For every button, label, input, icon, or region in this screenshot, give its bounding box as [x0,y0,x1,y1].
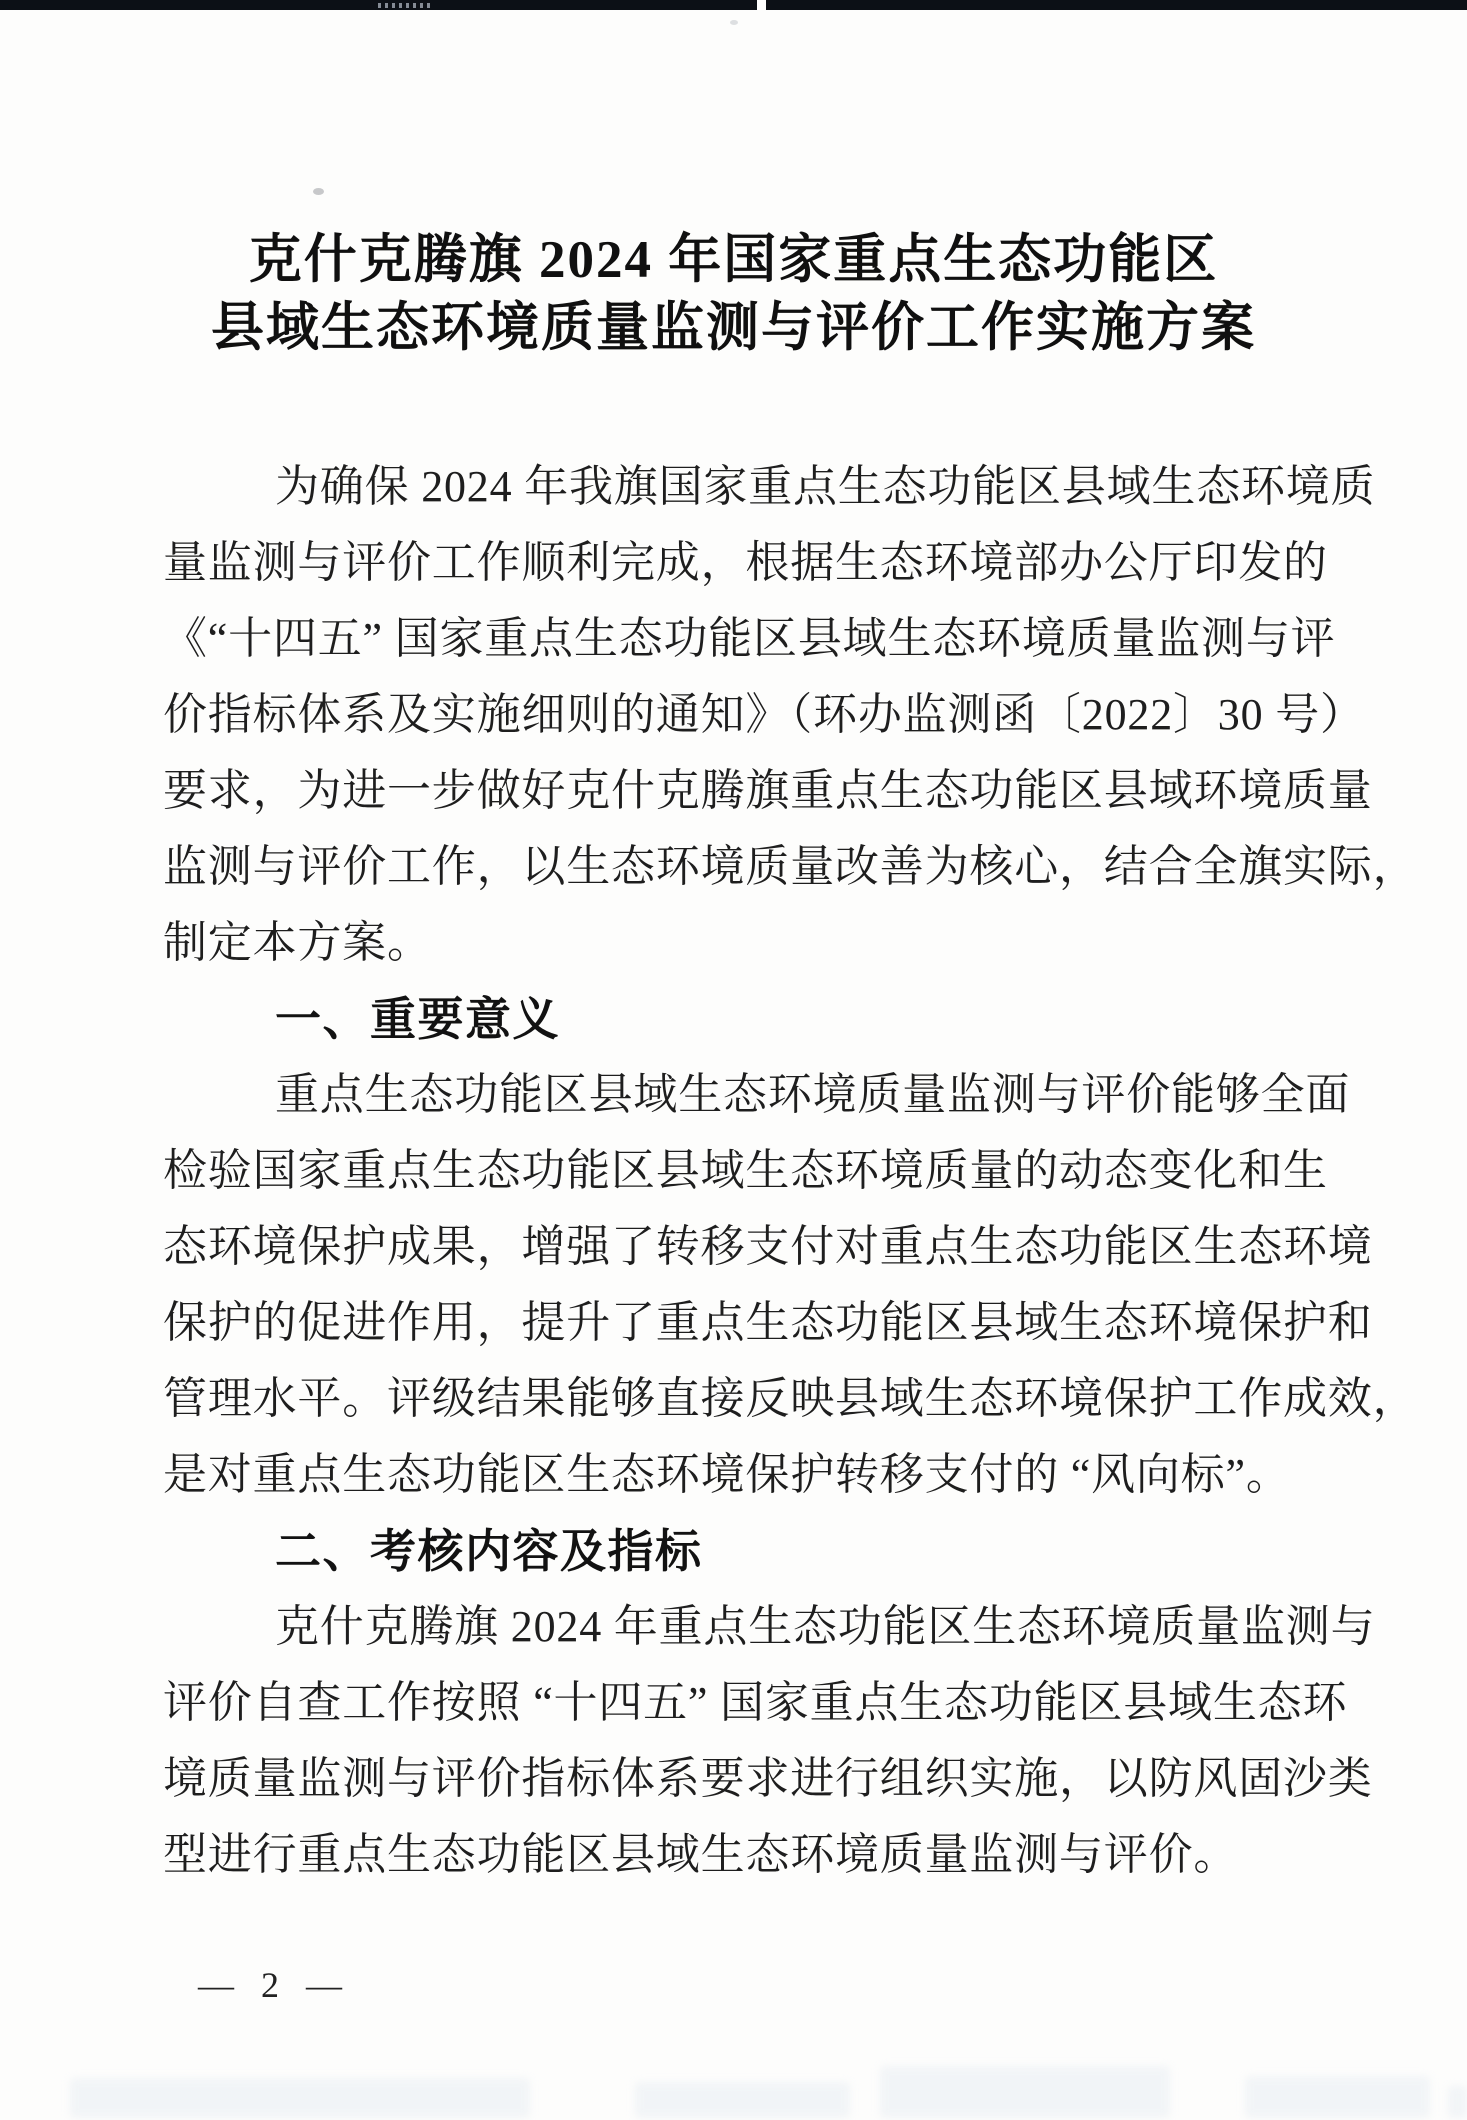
body-line: 要求，为进一步做好克什克腾旗重点生态功能区县域环境质量 [163,766,1373,815]
scan-artifact-squiggle [378,3,432,8]
body-line: 检验国家重点生态功能区县域生态环境质量的动态变化和生 [163,1146,1328,1195]
body-line: 境质量监测与评价指标体系要求进行组织实施，以防风固沙类 [163,1754,1373,1803]
document-title-line-2: 县域生态环境质量监测与评价工作实施方案 [211,299,1256,357]
scan-bleed-through [880,2066,1170,2118]
body-line: 克什克腾旗 2024 年重点生态功能区生态环境质量监测与 [275,1602,1376,1651]
body-line: 《“十四五” 国家重点生态功能区县域生态环境质量监测与评 [163,614,1336,663]
body-line: 监测与评价工作，以生态环境质量改善为核心，结合全旗实际， [163,842,1418,891]
body-line: 保护的促进作用，提升了重点生态功能区县域生态环境保护和 [163,1298,1373,1347]
body-line: 制定本方案。 [163,918,432,967]
body-line: 量监测与评价工作顺利完成，根据生态环境部办公厅印发的 [163,538,1328,587]
body-line: 管理水平。评级结果能够直接反映县域生态环境保护工作成效， [163,1374,1418,1423]
scan-artifact-top-band [0,0,1467,10]
section-heading-assessment: 二、考核内容及指标 [275,1525,703,1577]
scan-bleed-through [70,2078,530,2118]
body-line: 态环境保护成果，增强了转移支付对重点生态功能区生态环境 [163,1222,1373,1271]
scan-noise-speck [313,188,324,195]
body-line: 是对重点生态功能区生态环境保护转移支付的 “风向标”。 [163,1450,1291,1499]
document-body [163,449,1418,1893]
body-line: 评价自查工作按照 “十四五” 国家重点生态功能区县域生态环 [163,1678,1348,1727]
document-title-line-1: 克什克腾旗 2024 年国家重点生态功能区 [248,231,1219,289]
scan-bleed-through [1448,2086,1467,2118]
body-line: 价指标体系及实施细则的通知》（环办监测函〔2022〕30 号） [163,690,1365,739]
scan-bleed-through [1245,2076,1430,2118]
body-line: 为确保 2024 年我旗国家重点生态功能区县域生态环境质 [275,462,1376,511]
body-line: 型进行重点生态功能区县域生态环境质量监测与评价。 [163,1830,1239,1879]
scan-artifact-notch [757,0,766,10]
body-line: 重点生态功能区县域生态环境质量监测与评价能够全面 [275,1070,1351,1119]
section-heading-importance: 一、重要意义 [275,993,560,1045]
document-title [0,226,1467,362]
page-number: — 2 — [198,1965,351,2005]
scan-bleed-through [635,2082,850,2118]
scan-noise-speck [730,20,738,25]
